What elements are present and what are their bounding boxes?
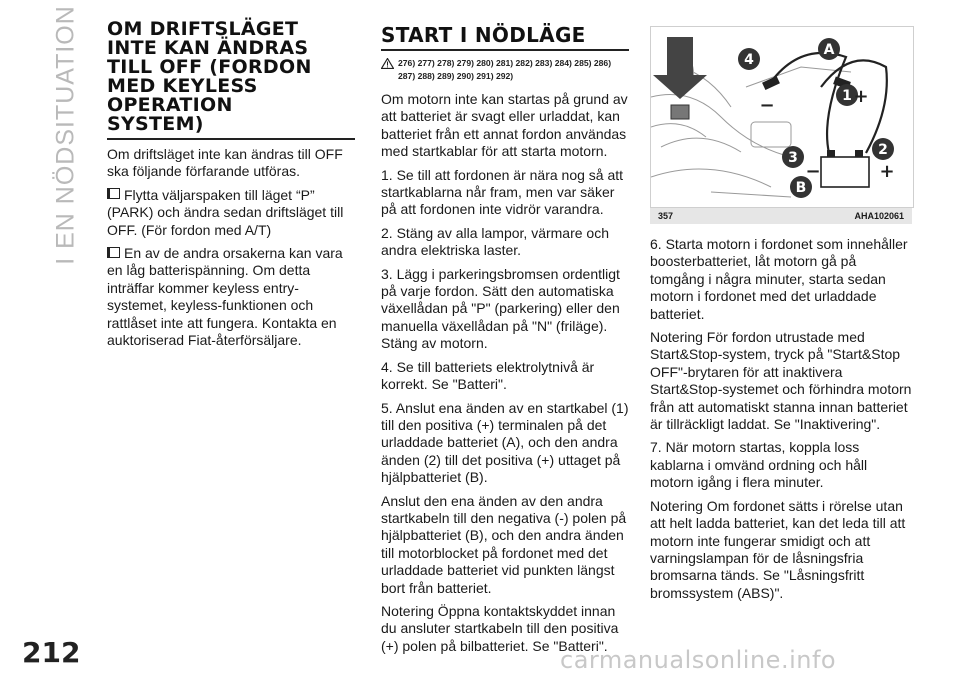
marker-1-label: 1 [842,88,852,104]
bullet-text: En av de andra orsakerna kan vara en låg batterispänning. Om detta inträffar kommer keyless entry-systemet, keyless-funktionen och rattlåset inte att fungera. Kontakta en auktoriserad Fiat-återförsäljare. [107,245,343,349]
jump-start-illustration [650,26,914,208]
heading-rule [381,49,629,51]
paragraph: 6. Starta motorn i fordonet som innehåller boosterbatteriet, låt motorn gå på tomgång i några minuter, starta sedan motorn i fordonet med det urladdade batteriet. [650,236,908,322]
marker-b-label: B [795,180,807,196]
warning-references [381,57,629,83]
title-line: INTE KAN ÄNDRAS [107,37,309,59]
paragraph: Notering För fordon utrustade med Start&Stop-system, tryck på "Start&Stop OFF"-brytaren för att inaktivera Start&Stop-systemet och förhindra motorn från att automatiskt stanna innan batteriet är tillräckligt laddat. Se "Inaktivering". [650,329,912,433]
bullet-icon [107,247,120,258]
jump-start-diagram [651,27,913,207]
watermark: carmanualsonline.info [560,646,837,674]
paragraph: 7. När motorn startas, koppla loss kablarna i omvänd ordning och håll motorn igång i flera minuter. [650,439,868,491]
warning-triangle-icon [381,58,394,69]
title-line: MED KEYLESS [107,75,258,97]
chapter-title: I EN NÖDSITUATION [51,5,80,265]
bullet-icon [107,188,120,199]
figure-code: AHA102061 [854,211,904,221]
paragraph: Om motorn inte kan startas på grund av att batteriet är svagt eller urladdat, kan batteriet från ett annat fordon användas med startkablar för att starta motorn. [381,91,628,160]
chapter-tab [46,5,86,265]
title-line: SYSTEM) [107,113,204,135]
minus-sign: − [805,161,821,182]
paragraph: 1. Se till att fordonen är nära nog så att startkablarna når fram, men var säker på att fordonen inte vidrör varandra. [381,166,624,218]
marker-3-label: 3 [788,150,798,166]
battery-icon [821,150,869,187]
bullet-text: Flytta väljarspaken till läget “P” (PARK) och ändra sedan driftsläget till OFF. (För fordon med A/T) [107,186,344,238]
marker-2-label: 2 [878,142,888,158]
paragraph: 2. Stäng av alla lampor, värmare och andra elektriska laster. [381,224,610,259]
intro-paragraph: Om driftsläget inte kan ändras till OFF ska följande förfarande utföras. [107,146,343,180]
bullet-item [107,245,355,349]
page-number: 212 [22,636,81,669]
paragraph: 4. Se till batteriets elektrolytnivå är korrekt. Se "Batteri". [381,358,595,393]
column-middle [381,23,629,661]
marker-4-label: 4 [744,52,754,68]
heading-rule [107,138,355,140]
plus-sign: + [879,161,895,182]
figure-number: 357 [658,211,674,221]
title-line: TILL OFF (FORDON [107,56,312,78]
paragraph: Anslut den ena änden av den andra startkabeln till den negativa (-) polen på hjälpbatteriet (B), och den andra änden till motorblocket på fordonet med det urladdade batteriet vid punkten längst bort från batteriet. [381,492,627,596]
marker-a-label: A [823,42,835,58]
paragraph: Notering Öppna kontaktskyddet innan du ansluter startkabeln till den positiva (+) polen på bilbatteriet. Se "Batteri". [381,602,619,654]
reference-numbers: 276) 277) 278) 279) 280) 281) 282) 283) 284) 285) 286) 287) 288) 289) 290) 291) 292) [398,58,612,81]
title-line: OM DRIFTSLÄGET [107,18,299,40]
column-left [107,20,355,355]
arrow-down-icon [653,37,707,99]
column-right [650,26,912,608]
paragraph: 3. Lägg i parkeringsbromsen ordentligt på varje fordon. Sätt den automatiska växellådan på "P" (parkering) eller den manuella växellådan på "N" (friläge). Stäng av motorn. [381,265,620,352]
paragraph: 5. Anslut ena änden av en startkabel (1) till den positiva (+) terminalen på det urladdade batteriet (A), och den andra änden (2) till det positiva (+) uttaget på hjälpbatteriet (B). [381,399,629,486]
bullet-item [107,187,355,239]
figure-caption [650,208,912,224]
minus-sign: − [759,95,775,116]
paragraph: Notering Om fordonet sätts i rörelse utan att helt ladda batteriet, kan det leda till att motorn inte fungerar smidigt och att varningslampan för de låsningsfria bromsarna tänds. Se "Låsningsfritt bromssystem (ABS)". [650,497,906,601]
plus-sign: + [853,86,869,107]
section-title: START I NÖDLÄGE [381,23,586,47]
title-line: OPERATION [107,94,233,116]
section-title [107,20,355,134]
